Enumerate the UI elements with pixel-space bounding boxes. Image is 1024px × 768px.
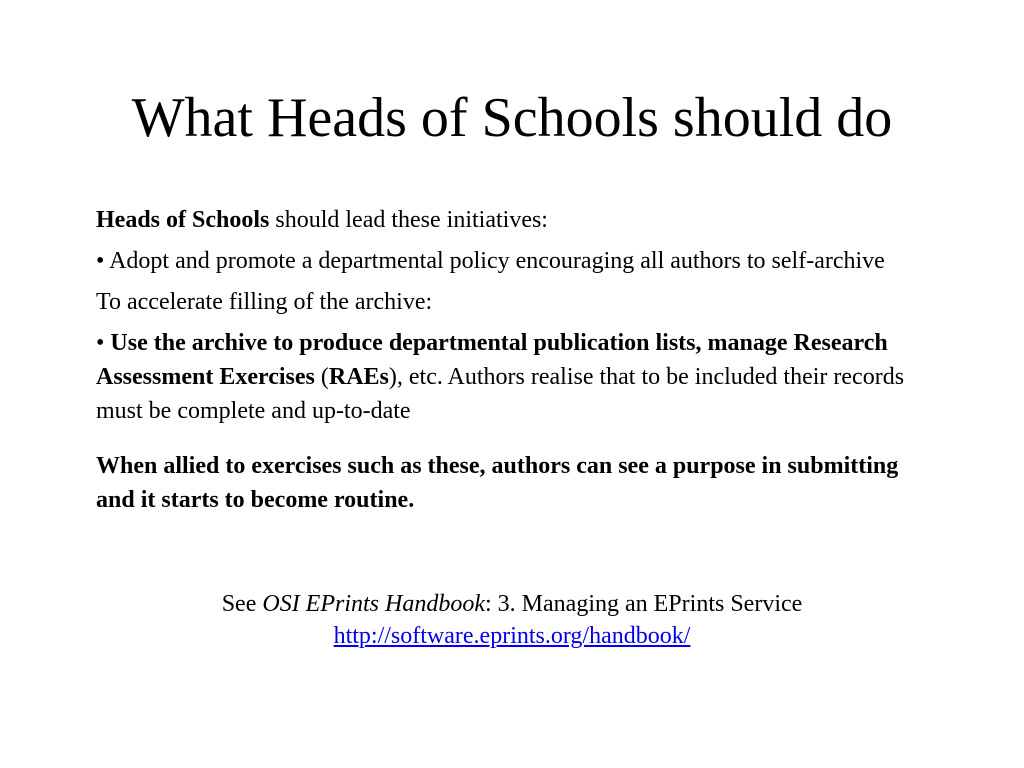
reference-block	[0, 588, 1024, 652]
reference-line	[0, 588, 1024, 620]
reference-prefix: See	[221, 591, 263, 617]
slide-title: What Heads of Schools should do	[131, 87, 893, 149]
bullet-archive-use	[96, 326, 932, 428]
paren-open: (	[314, 364, 329, 390]
allied-bold-text: When allied to exercises such as these, authors can see a purpose in submitting and it starts to become routine.	[96, 453, 899, 513]
handbook-title: OSI EPrints Handbook	[262, 591, 486, 617]
bullet-archive-rest-text: , etc. Authors realise that to be included their records must be complete and up-to-date	[96, 364, 905, 424]
intro-paragraph	[96, 203, 932, 237]
intro-bold-text: Heads of Schools	[96, 207, 270, 233]
bullet-policy-text: Adopt and promote a departmental policy encouraging all authors to self-archive	[104, 248, 885, 274]
handbook-link[interactable]: http://software.eprints.org/handbook/	[333, 623, 691, 649]
paren-close: )	[388, 364, 397, 390]
bullet-archive-bold-text: Use the archive to produce departmental publication lists, manage Research Assessment Exercises	[96, 330, 888, 390]
bullet-policy	[96, 244, 932, 278]
bullet-marker: •	[96, 330, 111, 356]
reference-link-line	[0, 620, 1024, 652]
intro-rest-text: should lead these initiatives:	[269, 207, 548, 233]
raes-abbr: RAEs	[328, 364, 389, 390]
bullet-marker: •	[96, 248, 105, 274]
allied-paragraph	[96, 449, 932, 517]
accelerate-paragraph: To accelerate filling of the archive:	[96, 289, 433, 315]
reference-suffix: : 3. Managing an EPrints Service	[485, 591, 803, 617]
slide-body	[96, 203, 932, 524]
